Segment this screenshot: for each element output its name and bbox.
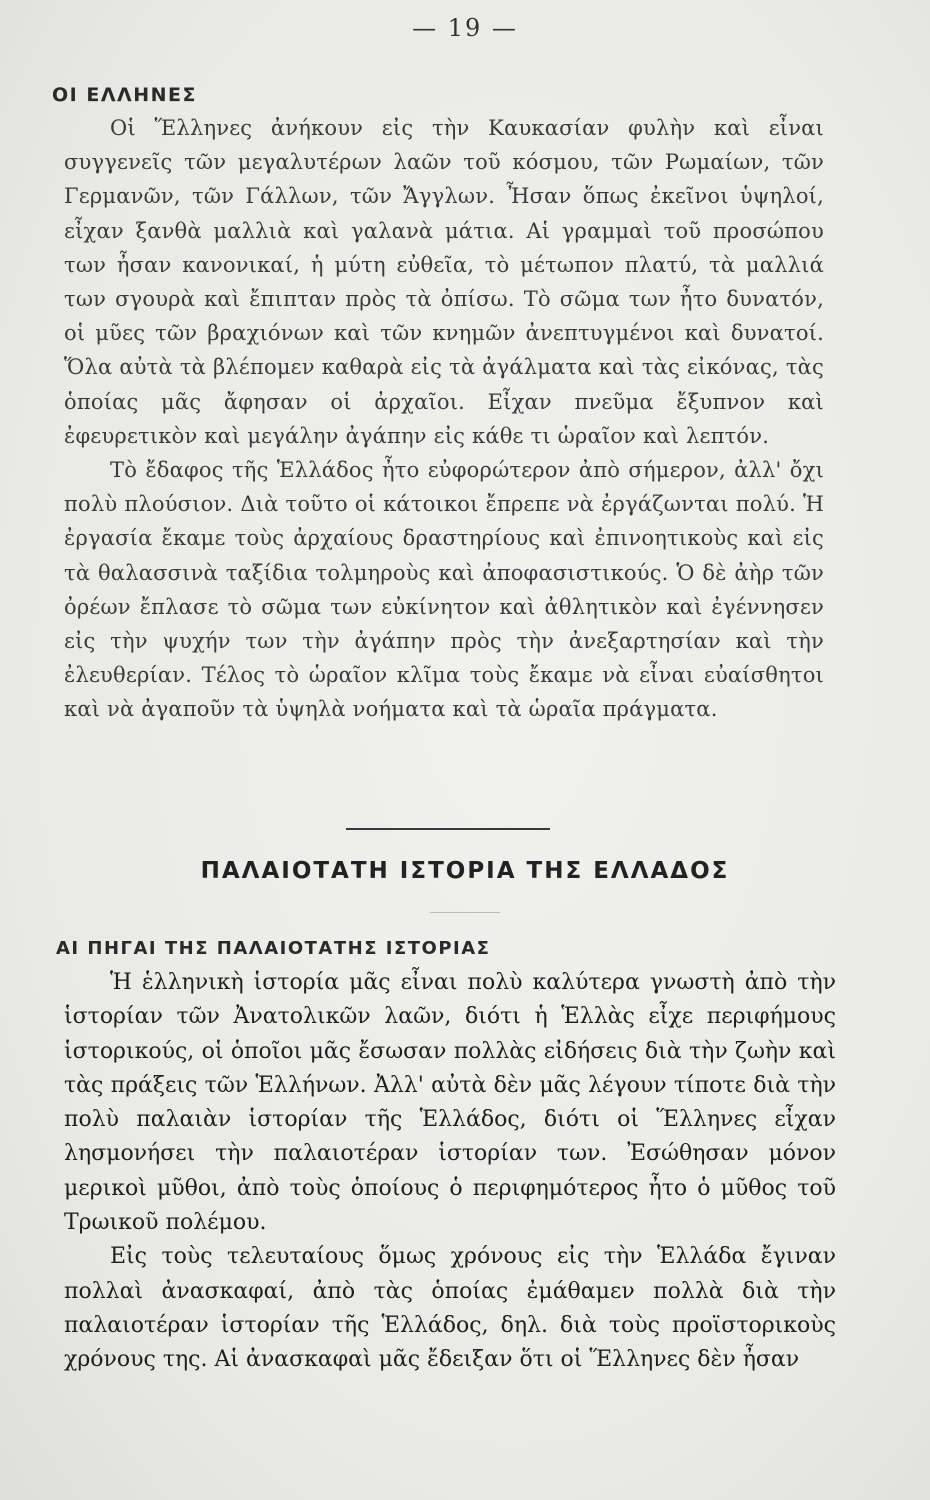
chapter-divider — [346, 828, 550, 830]
section-heading-ellines: ΟΙ ΕΛΛΗΝΕΣ — [52, 84, 197, 106]
paragraph: Εἰς τοὺς τελευταίους ὅμως χρόνους εἰς τὴν Ἑλλάδα ἔγιναν πολλαὶ ἀνασκαφαί, ἀπὸ τὰς ὁποίας ἐμάθαμεν πολλὰ διὰ τὴν παλαιοτέραν ἱστορίαν τῆς Ἑλλάδος, δηλ. διὰ τοὺς προϊστορικοὺς χρόνους της. Αἱ ἀνασκαφαὶ μᾶς ἔδειξαν ὅτι οἱ Ἕλληνες δὲν ἦσαν — [64, 1244, 836, 1373]
paragraph: Οἱ Ἕλληνες ἀνήκουν εἰς τὴν Καυκασίαν φυλὴν καὶ εἶναι συγγενεῖς τῶν μεγαλυτέρων λαῶν τοῦ κόσμου, τῶν Ρωμαίων, τῶν Γερμανῶν, τῶν Γάλλων, τῶν Ἄγγλων. Ἦσαν ὅπως ἐκεῖνοι ὑψηλοί, εἶχαν ξανθὰ μαλλιὰ καὶ γαλανὰ μάτια. Αἱ γραμμαὶ τοῦ προσώπου των ἦσαν κανονικαί, ἡ μύτη εὐθεῖα, τὸ μέτωπον πλατύ, τὰ μαλλιά των σγουρὰ καὶ ἔπιπταν πρὸς τὰ ὀπίσω. Τὸ σῶμα των ἦτο δυνατόν, οἱ μῦες τῶν βραχιόνων καὶ τῶν κνημῶν ἀνεπτυγμένοι καὶ δυνατοί. Ὅλα αὐτὰ τὰ βλέπομεν καθαρὰ εἰς τὰ ἀγάλματα καὶ τὰς εἰκόνας, τὰς ὁποίας μᾶς ἄφησαν οἱ ἀρχαῖοι. Εἶχαν πνεῦμα ἔξυπνον καὶ ἐφευρετικὸν καὶ μεγάλην ἀγάπην εἰς κάθε τι ὡραῖον καὶ λεπτόν. — [64, 116, 824, 448]
paragraph: Τὸ ἔδαφος τῆς Ἑλλάδος ἦτο εὐφορώτερον ἀπὸ σήμερον, ἀλλ' ὄχι πολὺ πλούσιον. Διὰ τοῦτο οἱ κάτοικοι ἔπρεπε νὰ ἐργάζωνται πολύ. Ἡ ἐργασία ἔκαμε τοὺς ἀρχαίους δραστηρίους καὶ ἐπινοητικοὺς καὶ εἰς τὰ θαλασσινὰ ταξίδια τολμηροὺς καὶ ἀποφασιστικούς. Ὁ δὲ ἀὴρ τῶν ὀρέων ἔπλασε τὸ σῶμα των εὐκίνητον καὶ ἀθλητικὸν καὶ ἐγέννησεν εἰς τὴν ψυχήν των τὴν ἀγάπην πρὸς τὴν ἀνεξαρτησίαν καὶ τὴν ἐλευθερίαν. Τέλος τὸ ὡραῖον κλῖμα τοὺς ἔκαμε νὰ εἶναι εὐαίσθητοι καὶ νὰ ἀγαποῦν τὰ ὑψηλὰ νοήματα καὶ τὰ ὡραῖα πράγματα. — [64, 458, 824, 722]
paragraph: Ἡ ἑλληνικὴ ἱστορία μᾶς εἶναι πολὺ καλύτερα γνωστὴ ἀπὸ τὴν ἱστορίαν τῶν Ἀνατολικῶν λαῶν, διότι ἡ Ἑλλὰς εἶχε περιφήμους ἱστορικούς, οἱ ὁποῖοι μᾶς ἔσωσαν πολλὰς εἰδήσεις διὰ τὴν ζωὴν καὶ τὰς πράξεις τῶν Ἑλλήνων. Ἀλλ' αὐτὰ δὲν μᾶς λέγουν τίποτε διὰ τὴν πολὺ παλαιὰν ἱστορίαν τῆς Ἑλλάδος, διότι οἱ Ἕλληνες εἶχαν λησμονήσει τὴν παλαιοτέραν ἱστορίαν των. Ἐσώθησαν μόνον μερικοὶ μῦθοι, ἀπὸ τοὺς ὁποίους ὁ περιφημότερος ἦτο ὁ μῦθος τοῦ Τρωικοῦ πολέμου. — [64, 970, 836, 1236]
section-heading-piges: ΑΙ ΠΗΓΑΙ ΤΗΣ ΠΑΛΑΙΟΤΑΤΗΣ ΙΣΤΟΡΙΑΣ — [56, 938, 491, 959]
title-underline — [430, 912, 500, 913]
section-body-ellines — [64, 111, 824, 727]
section-body-piges — [64, 966, 836, 1378]
page-number: — 19 — — [412, 14, 518, 42]
chapter-title: ΠΑΛΑΙΟΤΑΤΗ ΙΣΤΟΡΙΑ ΤΗΣ ΕΛΛΑΔΟΣ — [200, 858, 730, 884]
